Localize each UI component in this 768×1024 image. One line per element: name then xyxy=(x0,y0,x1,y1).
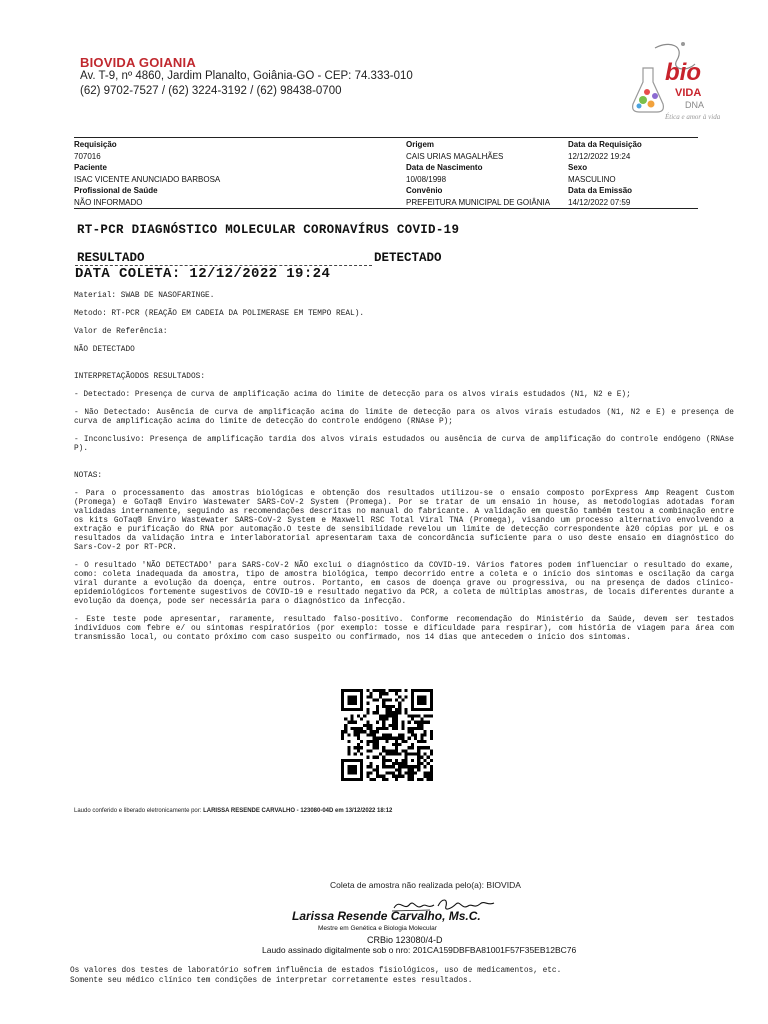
digital-signature-hash: Laudo assinado digitalmente sob o nro: 201CA159DBFBA81001F57F35EB12BC76 xyxy=(262,945,577,955)
logo-tagline: Ética e amor à vida xyxy=(665,113,721,121)
collection-note: Coleta de amostra não realizada pelo(a): BIOVIDA xyxy=(330,880,521,890)
requisicao-value: 707016 xyxy=(74,151,101,161)
emissao-value: 14/12/2022 07:59 xyxy=(568,197,631,207)
nascimento-label: Data de Nascimento xyxy=(406,163,483,172)
nascimento-value: 10/08/1998 xyxy=(406,174,447,184)
lab-address: Av. T-9, nº 4860, Jardim Planalto, Goiânia-GO - CEP: 74.333-010 xyxy=(80,70,413,82)
signer-title: Mestre em Genética e Biologia Molecular xyxy=(318,925,437,932)
footer-disclaimer xyxy=(70,966,768,986)
emissao-label: Data da Emissão xyxy=(568,186,633,195)
logo-word-vida: VIDA xyxy=(675,87,702,99)
release-line xyxy=(74,808,392,814)
exam-title: RT-PCR DIAGNÓSTICO MOLECULAR CORONAVÍRUS COVID-19 xyxy=(77,223,460,237)
notes-title: NOTAS: xyxy=(74,472,103,480)
note-item: - Para o processamento das amostras biológicas e obtenção dos resultados utilizou-se o ensaio composto porExpress Amp Reagent Custom (Promega) e GoTaq® Enviro Wastewater SARS-CoV-2 System (Promega). Por se tratar de um ensaio in house, as metodologias adotadas foram validadas internamente, seguindo as recomendações descritas no manual do fabricante. A validação em questão também testou a combinação entre os kits GoTaq® Enviro Wastewater SARS-CoV-2 System e Maxwell RSC Total Viral TNA (Promega), visando um processo alternativo envolvendo a extração e purificação do RNA por automação.O teste de sensibilidade revelou um limite de detecção correspondente à20 cópias por µL e os resultados da validação intra e interlaboratorial apresentaram taxa de concordância suficiente para o uso deste ensaio em diagnóstico do Sars-Cov-2 por RT-PCR. xyxy=(74,490,739,552)
profissional-value: NÃO INFORMADO xyxy=(74,197,143,207)
requisicao-label: Requisição xyxy=(74,140,117,149)
interpretation-item: - Não Detectado: Ausência de curva de amplificação acima do limite de detecção para os alvos virais estudados (N1, N2 e E) e presença de curva de amplificação acima do limite de detecção do controle endógeno (RNAse P); xyxy=(74,409,739,426)
patient-info xyxy=(74,139,698,208)
paciente-label: Paciente xyxy=(74,163,107,172)
data-requisicao-label: Data da Requisição xyxy=(568,140,642,149)
collection-date: DATA COLETA: 12/12/2022 19:24 xyxy=(75,266,331,282)
biovida-logo xyxy=(625,38,725,124)
convenio-label: Convênio xyxy=(406,186,443,195)
profissional-label: Profissional de Saúde xyxy=(74,186,158,195)
info-bottom-rule xyxy=(74,208,698,209)
footer-line: Os valores dos testes de laboratório sofrem influência de estados fisiológicos, uso de medicamentos, etc. xyxy=(70,967,562,975)
logo-word-bio: bio xyxy=(665,59,701,86)
info-top-rule xyxy=(74,137,698,138)
note-item: - O resultado 'NÃO DETECTADO' para SARS-CoV-2 NÃO exclui o diagnóstico da COVID-19. Vários fatores podem influenciar o resultado do exame, como: coleta inadequada da amostra, tipo de amostra biológica, tempo decorrido entre a coleta e o início dos sintomas e oscilação da carga viral durante a evolução da doença, entre outros. Portanto, em casos de doença grave ou progressiva, ou na presença de dados clínico-epidemiológicos fortemente sugestivos de COVID-19 e resultado negativo da PCR, a coleta de múltiplas amostras, de locais diferentes durante a evolução da doença, pode ser necessária para o diagnóstico da infecção. xyxy=(74,562,739,606)
sexo-label: Sexo xyxy=(568,163,588,172)
data-requisicao-value: 12/12/2022 19:24 xyxy=(568,151,631,161)
origem-value: CAIS URIAS MAGALHÃES xyxy=(406,151,504,161)
metodo: Metodo: RT-PCR (REAÇÃO EM CADEIA DA POLIMERASE EM TEMPO REAL). xyxy=(74,310,365,318)
qr-code xyxy=(340,689,434,781)
footer-line: Somente seu médico clínico tem condições de interpretar corretamente estes resultados. xyxy=(70,977,473,985)
interpretation-item: - Inconclusivo: Presença de amplificação tardia dos alvos virais estudados ou ausência de curva de amplificação do controle endógeno (RNAse P). xyxy=(74,436,739,453)
interpretation-title: INTERPRETAÇÃODOS RESULTADOS: xyxy=(74,373,206,381)
material: Material: SWAB DE NASOFARINGE. xyxy=(74,292,215,300)
release-prefix: Laudo conferido e liberado eletronicamente por: xyxy=(74,808,202,814)
interpretation-item: - Detectado: Presença de curva de amplificação acima do limite de detecção para os alvos virais estudados (N1, N2 e E); xyxy=(74,391,631,399)
origem-label: Origem xyxy=(406,140,435,149)
logo-word-dna: DNA xyxy=(685,100,705,110)
convenio-value: PREFEITURA MUNICIPAL DE GOIÂNIA xyxy=(406,197,551,207)
result-label: RESULTADO xyxy=(77,251,145,265)
sexo-value: MASCULINO xyxy=(568,174,616,184)
referencia-value: NÃO DETECTADO xyxy=(74,346,135,354)
referencia-label: Valor de Referência: xyxy=(74,328,168,336)
result-value: DETECTADO xyxy=(374,251,442,265)
note-item: - Este teste pode apresentar, raramente, resultado falso-positivo. Conforme recomendação do Ministério da Saúde, devem ser testados indivíduos com febre e/ ou sintomas respiratórios (por exemplo: tosse e dificuldade para respirar), com história de viagem para área com transmissão local, ou contato próximo com caso suspeito ou confirmado, nos 14 dias que antecedem o início dos sintomas. xyxy=(74,616,739,642)
exam-body xyxy=(74,283,739,652)
signer-registration: CRBio 123080/4-D xyxy=(367,935,443,945)
paciente-value: ISAC VICENTE ANUNCIADO BARBOSA xyxy=(74,174,221,184)
release-detail: LARISSA RESENDE CARVALHO - 123080-04D em 13/12/2022 18:12 xyxy=(203,808,393,814)
lab-name: BIOVIDA GOIANIA xyxy=(80,55,196,70)
lab-phones: (62) 9702-7527 / (62) 3224-3192 / (62) 98438-0700 xyxy=(80,85,342,97)
signer-name: Larissa Resende Carvalho, Ms.C. xyxy=(292,909,481,923)
